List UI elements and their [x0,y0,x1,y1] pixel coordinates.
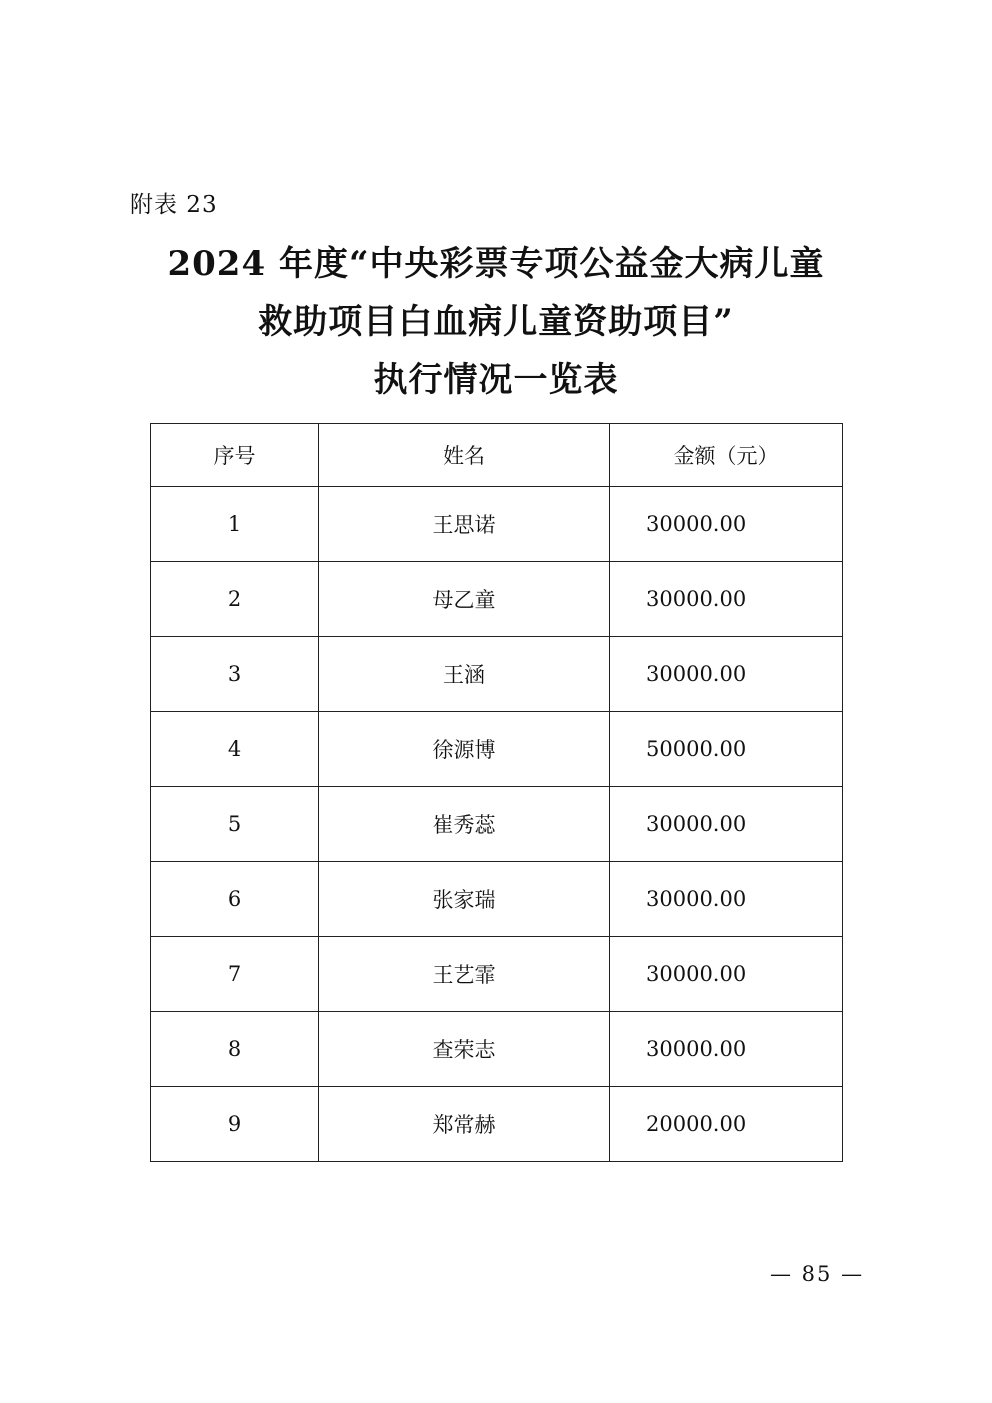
table-row [151,1012,843,1087]
row-name: 郑常赫 [319,1087,610,1162]
table-row [151,1087,843,1162]
table-row [151,862,843,937]
row-amount: 20000.00 [610,1087,843,1162]
title-line-1: 2024 年度“中央彩票专项公益金大病儿童 [167,244,825,284]
row-index: 9 [151,1087,319,1162]
attachment-label: 附表 23 [130,192,218,218]
row-index: 4 [151,712,319,787]
table-row [151,712,843,787]
header-index: 序号 [151,424,319,487]
table-row [151,562,843,637]
row-amount: 30000.00 [610,562,843,637]
row-amount: 30000.00 [610,862,843,937]
row-index: 6 [151,862,319,937]
row-amount: 50000.00 [610,712,843,787]
row-name: 崔秀蕊 [319,787,610,862]
table-row [151,637,843,712]
row-name: 张家瑞 [319,862,610,937]
title-line-3: 执行情况一览表 [373,360,619,400]
table-row [151,787,843,862]
table-header-row [151,424,843,487]
row-name: 王涵 [319,637,610,712]
row-name: 王艺霏 [319,937,610,1012]
row-index: 2 [151,562,319,637]
row-amount: 30000.00 [610,787,843,862]
row-name: 徐源博 [319,712,610,787]
row-name: 王思诺 [319,487,610,562]
page-number: — 85 — [770,1262,865,1286]
header-amount: 金额（元） [610,424,843,487]
row-name: 母乙童 [319,562,610,637]
row-amount: 30000.00 [610,637,843,712]
title-line-2: 救助项目白血病儿童资助项目” [258,302,734,342]
row-amount: 30000.00 [610,937,843,1012]
row-index: 3 [151,637,319,712]
row-index: 5 [151,787,319,862]
row-name: 查荣志 [319,1012,610,1087]
row-index: 7 [151,937,319,1012]
row-index: 8 [151,1012,319,1087]
row-index: 1 [151,487,319,562]
header-name: 姓名 [319,424,610,487]
table-row [151,487,843,562]
row-amount: 30000.00 [610,487,843,562]
table-row [151,937,843,1012]
funding-table [150,423,843,1162]
row-amount: 30000.00 [610,1012,843,1087]
